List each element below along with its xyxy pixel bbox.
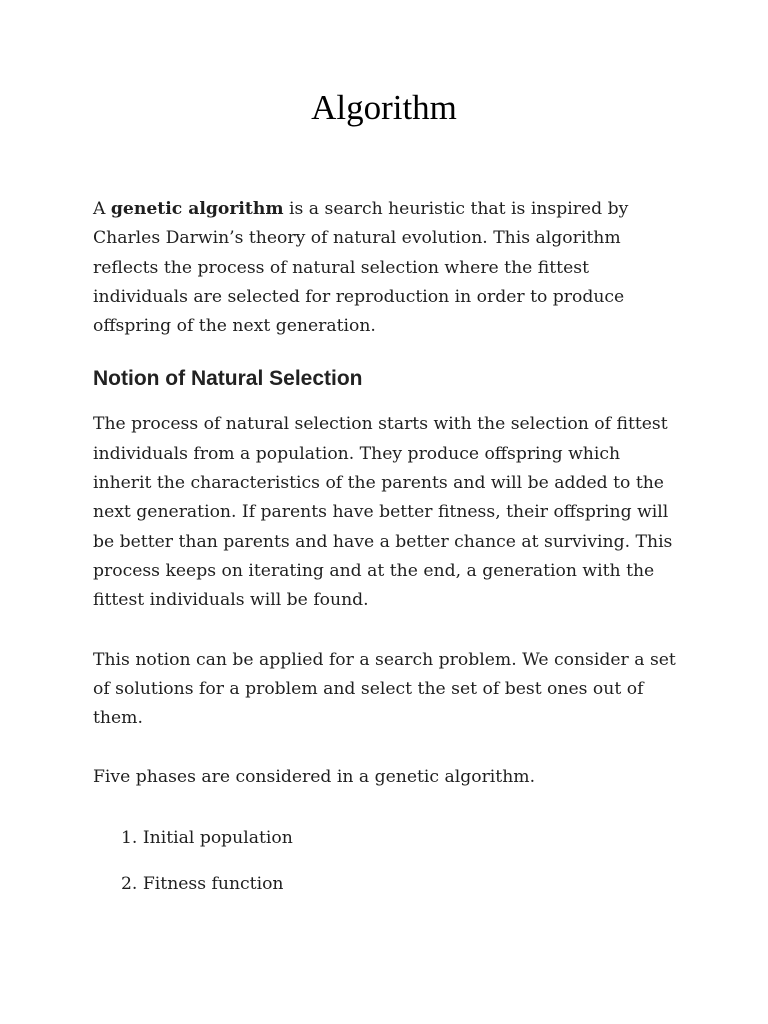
phase-list xyxy=(93,824,683,899)
intro-paragraph xyxy=(93,195,683,341)
intro-bold-term: genetic algorithm xyxy=(110,199,284,219)
paragraph-five-phases: Five phases are considered in a genetic algorithm. xyxy=(93,767,536,788)
list-item: 1. Initial population xyxy=(121,827,293,848)
paragraph-natural-selection: The process of natural selection starts with the selection of fittest individuals from a population. They produce offspring which inherit the characteristics of the parents and will be added to the next generation. If parents have better fitness, their offspring will be better than parents and have a better chance at surviving. This process keeps on iterating and at the end, a generation with the fittest individuals will be found. xyxy=(93,414,673,611)
document-body xyxy=(93,195,683,916)
intro-prefix: A xyxy=(93,199,111,219)
paragraph-search-problem: This notion can be applied for a search problem. We consider a set of solutions for a problem and select the set of best ones out of them. xyxy=(93,649,676,729)
section-heading: Notion of Natural Selection xyxy=(93,367,363,391)
page-title: Algorithm xyxy=(311,88,457,127)
intro-suffix: is a search heuristic that is inspired by Charles Darwin’s theory of natural evolution. This algorithm reflects the process of natural selection where the fittest individuals are selected for reproduction in order to produce offspring of the next generation. xyxy=(93,199,629,337)
list-item: 2. Fitness function xyxy=(121,873,284,894)
